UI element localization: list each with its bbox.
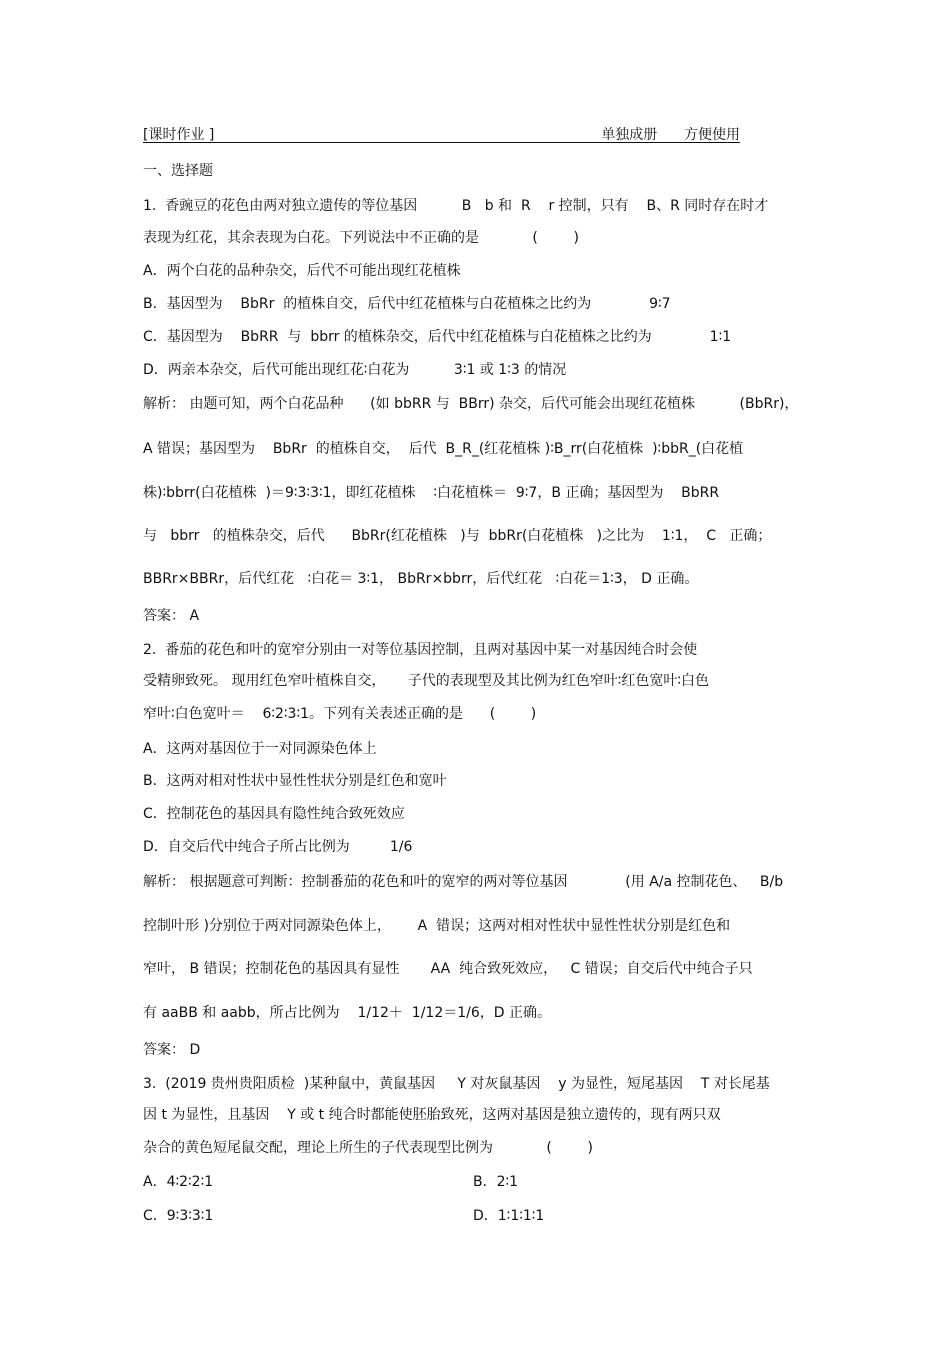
q1-analysis-line: 与 bbrr 的植株杂交，后代 BbRr(红花植株 )与 bbRr(白花植株 )之比为 1∶1， C 正确； (143, 528, 772, 544)
q3-stem-line: 杂合的黄色短尾鼠交配，理论上所生的子代表现型比例为 ( ) (143, 1140, 593, 1156)
q1-analysis-line: A 错误；基因型为 BbRr 的植株自交， 后代 B_R_(红花植株 )∶B_rr(白花植株 )∶bbR_(白花植 (143, 441, 744, 457)
q2-option-d: D．自交后代中纯合子所占比例为 1/6 (143, 839, 413, 855)
q2-analysis-line: 解析： 根据题意可判断：控制番茄的花色和叶的宽窄的两对等位基因 (用 A/a 控制花色、 B/b (143, 874, 784, 890)
q2-analysis-line: 控制叶形 )分别位于两对同源染色体上， A 错误；这两对相对性状中显性性状分别是红色和 (143, 918, 731, 934)
q3-option-b: B．2∶1 (473, 1174, 519, 1190)
q1-option-a: A．两个白花的品种杂交，后代不可能出现红花植株 (143, 263, 461, 279)
q2-stem-line: 受精卵致死。 现用红色窄叶植株自交， 子代的表现型及其比例为红色窄叶∶红色宽叶∶白色 (143, 673, 709, 689)
q2-answer: 答案： D (143, 1042, 201, 1058)
page-header (143, 124, 740, 143)
q1-analysis-line: 解析： 由题可知，两个白花品种 (如 bbRR 与 BBrr) 杂交，后代可能会出现红花植株 (BbRr)， (143, 396, 799, 412)
q1-answer: 答案： A (143, 608, 200, 624)
q1-option-d: D．两亲本杂交，后代可能出现红花∶白花为 3∶1 或 1∶3 的情况 (143, 362, 567, 378)
q1-analysis-line: BBRr×BBRr，后代红花 ∶白花＝ 3∶1， BbRr×bbrr，后代红花 ∶白花＝1∶3， D 正确。 (143, 571, 699, 587)
header-right: 单独成册 方便使用 (601, 127, 740, 143)
q3-option-d: D．1∶1∶1∶1 (473, 1208, 545, 1224)
q1-stem-line: 表现为红花，其余表现为白花。下列说法中不正确的是 ( ) (143, 230, 579, 246)
q1-stem-line: 1. 香豌豆的花色由两对独立遗传的等位基因 B b 和 R r 控制，只有 B、R 同时存在时才 (143, 198, 769, 214)
q2-analysis-line: 有 aaBB 和 aabb，所占比例为 1/12＋ 1/12＝1/6，D 正确。 (143, 1005, 551, 1021)
section-title: 一、选择题 (143, 163, 213, 179)
q2-option-a: A．这两对基因位于一对同源染色体上 (143, 741, 377, 757)
q3-stem-line: 3. (2019 贵州贵阳质检 )某种鼠中，黄鼠基因 Y 对灰鼠基因 y 为显性，短尾基因 T 对长尾基 (143, 1076, 770, 1092)
header-left: [课时作业 ] (143, 127, 215, 143)
q3-option-a: A．4∶2∶2∶1 (143, 1174, 214, 1190)
q3-option-c: C．9∶3∶3∶1 (143, 1208, 214, 1224)
q1-option-b: B．基因型为 BbRr 的植株自交，后代中红花植株与白花植株之比约为 9∶7 (143, 296, 671, 312)
q3-stem-line: 因 t 为显性，且基因 Y 或 t 纯合时都能使胚胎致死，这两对基因是独立遗传的，现有两只双 (143, 1107, 721, 1123)
q2-option-c: C．控制花色的基因具有隐性纯合致死效应 (143, 806, 405, 822)
q2-analysis-line: 窄叶， B 错误；控制花色的基因具有显性 AA 纯合致死效应， C 错误；自交后代中纯合子只 (143, 961, 753, 977)
q1-option-c: C．基因型为 BbRR 与 bbrr 的植株杂交，后代中红花植株与白花植株之比约为 1∶1 (143, 329, 732, 345)
q2-stem-line: 窄叶∶白色宽叶＝ 6∶2∶3∶1。下列有关表述正确的是 ( ) (143, 706, 537, 722)
q2-stem-line: 2. 番茄的花色和叶的宽窄分别由一对等位基因控制，且两对基因中某一对基因纯合时会使 (143, 642, 698, 658)
q2-option-b: B．这两对相对性状中显性性状分别是红色和宽叶 (143, 773, 447, 789)
q1-analysis-line: 株)∶bbrr(白花植株 )＝9∶3∶3∶1，即红花植株 ∶白花植株＝ 9∶7，B 正确；基因型为 BbRR (143, 485, 720, 501)
